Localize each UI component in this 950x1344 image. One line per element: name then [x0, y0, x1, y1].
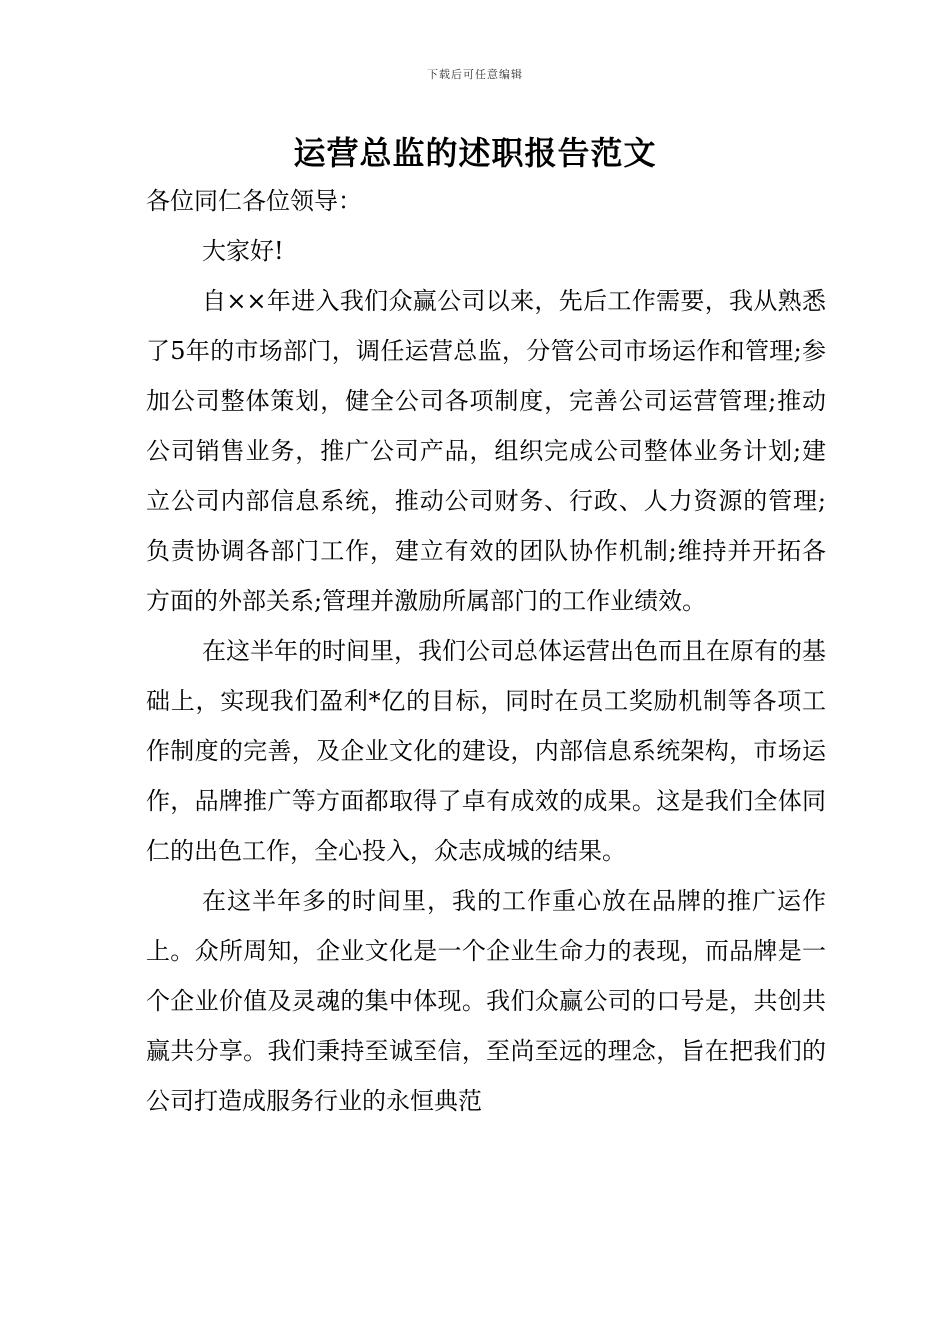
salutation: 各位同仁各位领导： [146, 187, 362, 215]
paragraph-achievements: 在这半年的时间里，我们公司总体运营出色而且在原有的基础上，实现我们盈利*亿的目标，同时在员工奖励机制等各项工作制度的完善，及企业文化的建设，内部信息系统架构，市场运作，品牌推广等方面都取得了卓有成效的成果。这是我们全体同仁的出色工作，全心投入，众志成城的结果。 [146, 637, 826, 865]
paragraph-brand-focus: 在这半年多的时间里，我的工作重心放在品牌的推广运作上。众所周知，企业文化是一个企业生命力的表现，而品牌是一个企业价值及灵魂的集中体现。我们众赢公司的口号是，共创共赢共分享。我们秉持至诚至信，至尚至远的理念，旨在把我们的公司打造成服务行业的永恒典范 [146, 887, 826, 1115]
paragraph-greeting: 大家好! [202, 237, 284, 265]
header-note: 下载后可任意编辑 [427, 68, 523, 81]
paragraph-duties: 自××年进入我们众赢公司以来，先后工作需要，我从熟悉了5年的市场部门，调任运营总监，分管公司市场运作和管理;参加公司整体策划，健全公司各项制度，完善公司运营管理;推动公司销售业务，推广公司产品，组织完成公司整体业务计划;建立公司内部信息系统，推动公司财务、行政、人力资源的管理;负责协调各部门工作，建立有效的团队协作机制;维持并开拓各方面的外部关系;管理并激励所属部门的工作业绩效。 [146, 287, 826, 615]
document-title: 运营总监的述职报告范文 [293, 134, 657, 172]
document-body [146, 176, 826, 1126]
